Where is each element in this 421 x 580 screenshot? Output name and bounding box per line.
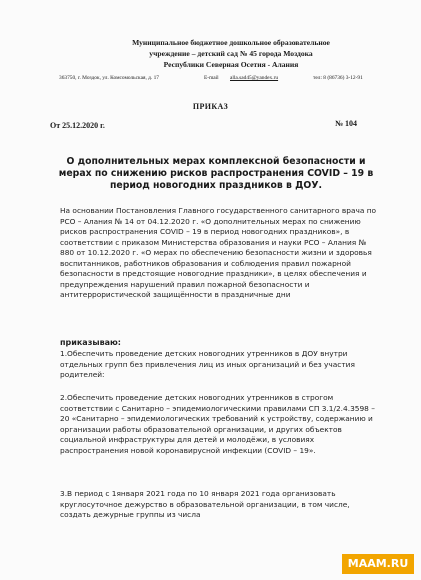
phone: тел: 8 (86736) 3-12-91 [313, 75, 363, 81]
order-date: От 25.12.2020 г. [50, 121, 105, 130]
header-line-1: Муниципальное бюджетное дошкольное образовательное [132, 38, 330, 47]
email-label: E-mail [204, 75, 219, 81]
order-item-1: 1.Обеспечить проведение детских новогодних утренников в ДОУ внутри отдельных групп без привлечения лиц из иных организаций и без участия родителей: [60, 349, 355, 379]
order-title: ПРИКАЗ [192, 102, 229, 111]
order-item-3: 3.В период с 1января 2021 года по 10 января 2021 года организовать круглосуточное дежурство в образовательной организации, в том числе, создать дежурные группы из числа [60, 489, 350, 519]
address: 363750, г. Моздок, ул. Комсомольская, д. 17 [59, 75, 159, 81]
header-line-3: Республики Северная Осетия - Алания [163, 60, 299, 69]
institution-header [100, 37, 362, 70]
decree-word: приказываю: [60, 338, 122, 347]
order-item-2: 2.Обеспечить проведение детских новогодних утренников в строгом соответствии с Санитарно – эпидемиологическими правилами СП 3.1/2.4.3598 – 20 «Санитарно – эпидемиологических требований к устройству, содержанию и организации работы образовательной организации, и других объектов социальной инфраструктуры для детей и молодёжи, в условиях распространения новой коронавирусной инфекции (COVID – 19». [60, 393, 375, 455]
contacts-line [0, 75, 421, 87]
maam-watermark-badge: MAAM.RU [342, 554, 414, 574]
order-number: № 104 [335, 119, 358, 128]
document-title: О дополнительных мерах комплексной безопасности и мерах по снижению рисков распространения COVID – 19 в период новогодних праздников в ДОУ. [58, 156, 374, 191]
intro-paragraph: На основании Постановления Главного государственного санитарного врача по РСО – Алания № 14 от 04.12.2020 г. «О дополнительных мерах по снижению рисков распространения COVID – 19 в период новогодних праздников», в соответствии с приказом Министерства образования и науки РСО – Алания № 880 от 10.12.2020 г. «О мерах по обеспечению безопасности жизни и здоровья воспитанников, работников образования и соблюдения правил пожарной безопасности в предстоящие новогодние праздники», в целях обеспечения и предупреждения нарушений правил пожарной безопасности и антитеррористической защищённости в праздничные дни [60, 206, 377, 299]
header-line-2: учреждение – детский сад № 45 города Моздока [149, 49, 313, 58]
email-value: alla.sad45@yandex.ru [230, 75, 279, 81]
